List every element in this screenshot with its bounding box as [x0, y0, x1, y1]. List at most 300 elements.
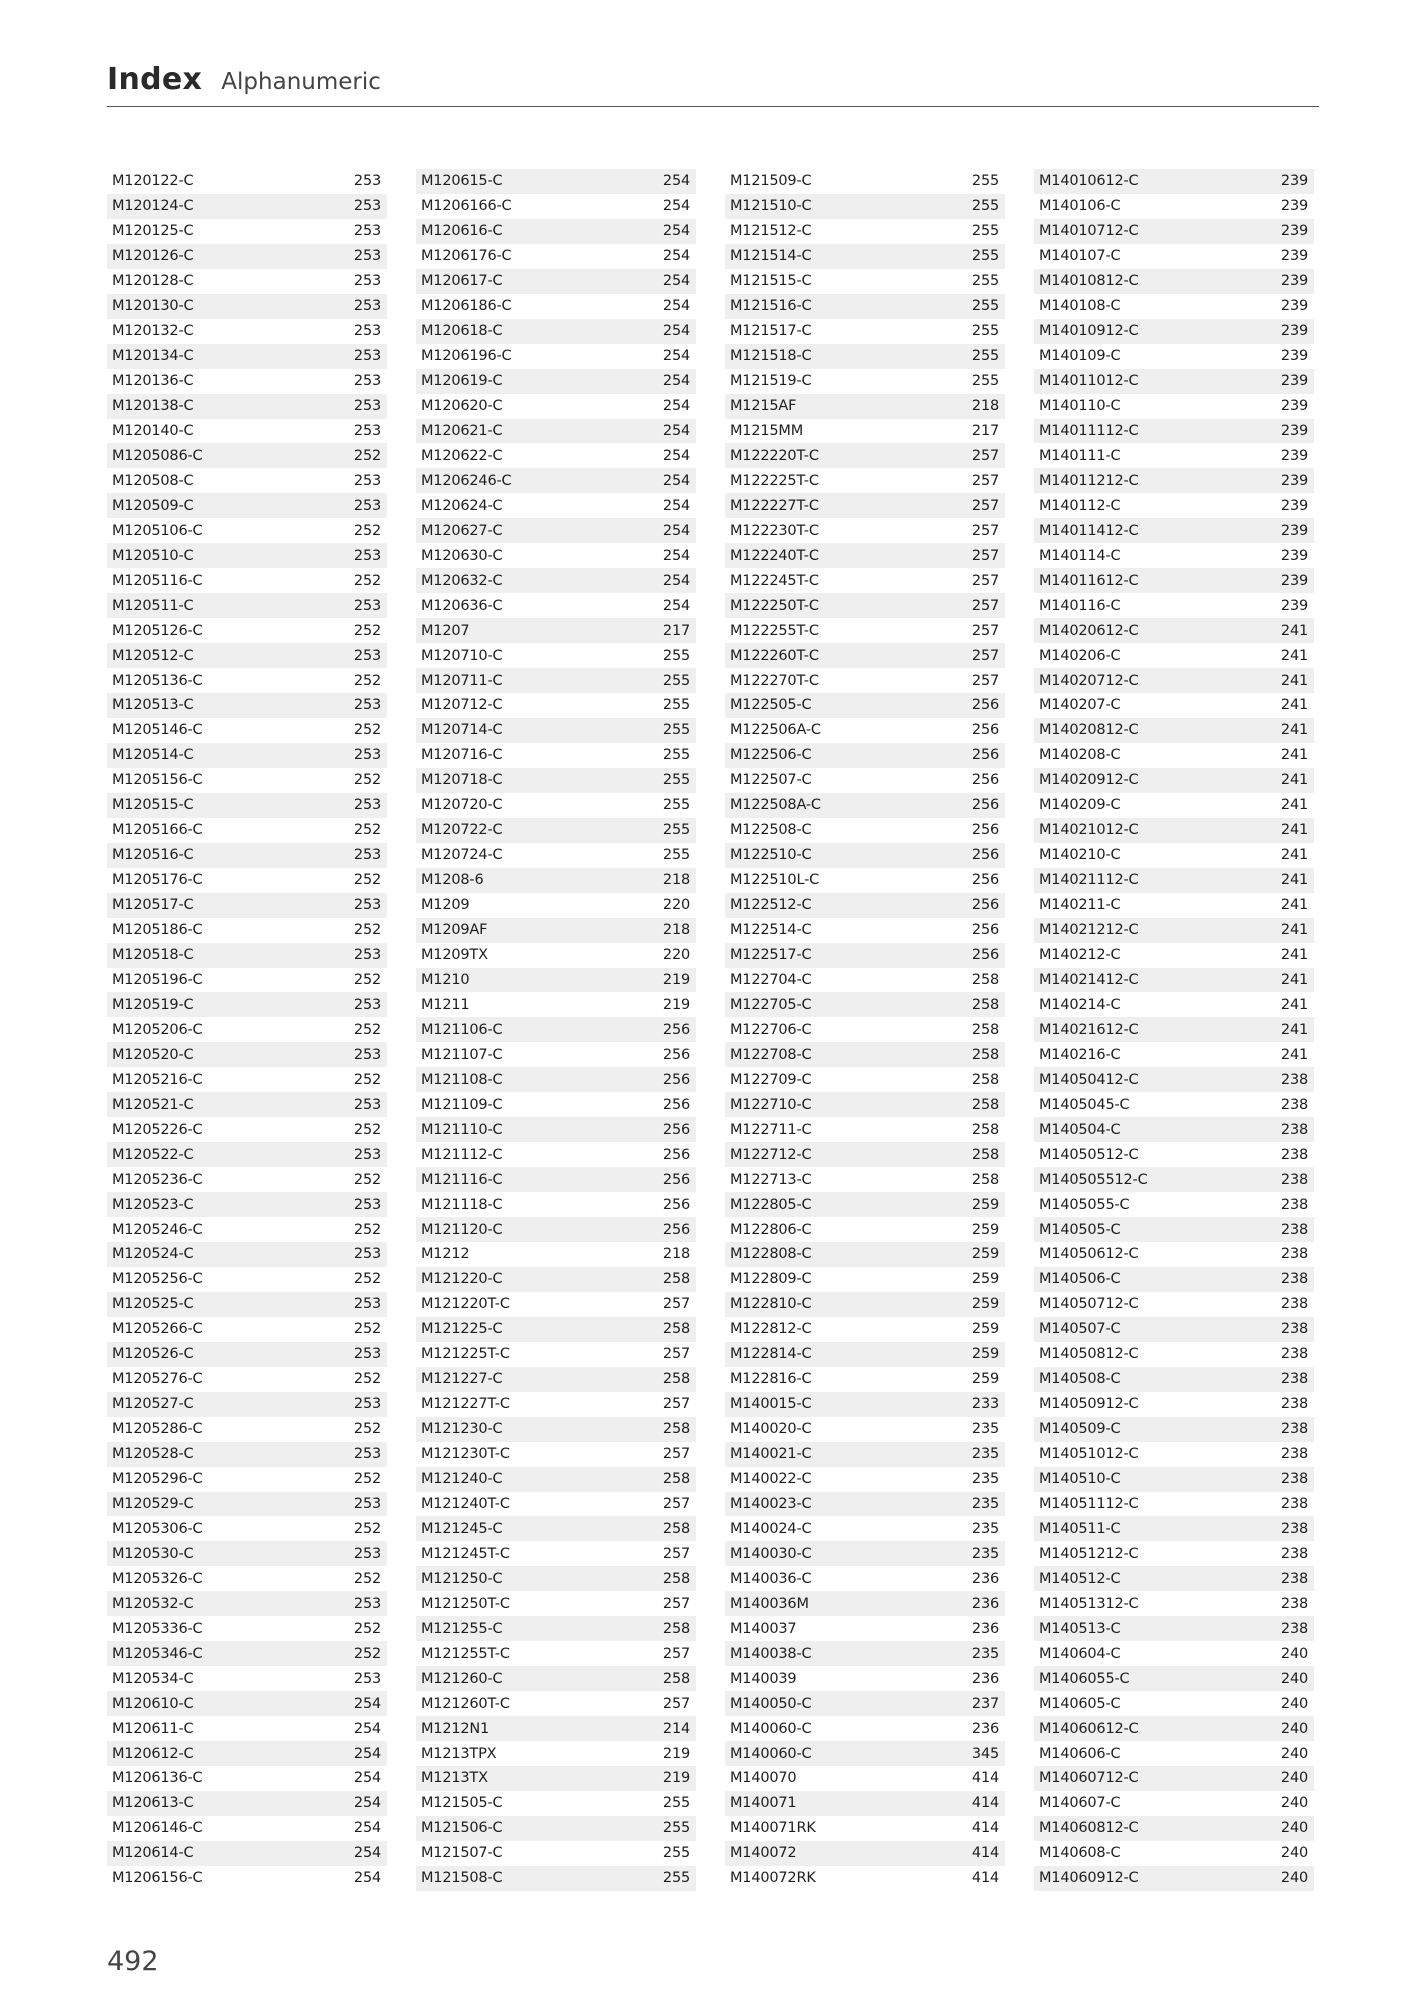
part-code: M14050812-C — [1039, 1346, 1139, 1363]
part-code: M121245T-C — [421, 1545, 510, 1562]
index-row — [1034, 1741, 1314, 1766]
page-ref: 253 — [353, 897, 381, 914]
part-code: M140605-C — [1039, 1695, 1121, 1712]
part-code: M122812-C — [730, 1321, 812, 1338]
page-ref: 252 — [353, 872, 381, 889]
page-ref: 240 — [1280, 1670, 1308, 1687]
part-code: M122230T-C — [730, 522, 819, 539]
part-code: M140209-C — [1039, 797, 1121, 814]
page-ref: 240 — [1280, 1845, 1308, 1862]
page-ref: 255 — [971, 298, 999, 315]
part-code: M140071RK — [730, 1820, 816, 1837]
part-code: M140608-C — [1039, 1845, 1121, 1862]
index-row — [107, 718, 387, 743]
part-code: M140214-C — [1039, 996, 1121, 1013]
index-row — [107, 918, 387, 943]
page-ref: 253 — [353, 1246, 381, 1263]
part-code: M122712-C — [730, 1146, 812, 1163]
page-ref: 257 — [662, 1396, 690, 1413]
page-ref: 253 — [353, 273, 381, 290]
part-code: M140111-C — [1039, 447, 1121, 464]
page-ref: 258 — [971, 1096, 999, 1113]
page-ref: 253 — [353, 597, 381, 614]
index-row — [107, 1442, 387, 1467]
index-row — [416, 1267, 696, 1292]
page-ref: 252 — [353, 1421, 381, 1438]
part-code: M120528-C — [112, 1446, 194, 1463]
part-code: M121508-C — [421, 1870, 503, 1887]
part-code: M120618-C — [421, 323, 503, 340]
page-ref: 253 — [353, 1096, 381, 1113]
part-code: M120125-C — [112, 223, 194, 240]
part-code: M121230T-C — [421, 1446, 510, 1463]
index-row — [725, 319, 1005, 344]
part-code: M1206246-C — [421, 472, 512, 489]
index-row — [725, 992, 1005, 1017]
page-ref: 254 — [353, 1795, 381, 1812]
page-ref: 239 — [1280, 298, 1308, 315]
page-ref: 238 — [1280, 1196, 1308, 1213]
part-code: M122505-C — [730, 697, 812, 714]
page-ref: 253 — [353, 1545, 381, 1562]
index-row — [416, 1516, 696, 1541]
index-row — [107, 1841, 387, 1866]
page-ref: 258 — [662, 1670, 690, 1687]
page-ref: 257 — [971, 647, 999, 664]
part-code: M140021-C — [730, 1446, 812, 1463]
part-code: M140512-C — [1039, 1570, 1121, 1587]
part-code: M14051312-C — [1039, 1595, 1139, 1612]
index-row — [725, 1142, 1005, 1167]
index-row — [1034, 1691, 1314, 1716]
page-ref: 241 — [1280, 747, 1308, 764]
index-row — [725, 1342, 1005, 1367]
index-row — [416, 718, 696, 743]
part-code: M122510L-C — [730, 872, 820, 889]
part-code: M14011012-C — [1039, 373, 1139, 390]
part-code: M122255T-C — [730, 622, 819, 639]
page-ref: 236 — [971, 1595, 999, 1612]
index-row — [1034, 992, 1314, 1017]
part-code: M140022-C — [730, 1471, 812, 1488]
part-code: M121107-C — [421, 1046, 503, 1063]
page-ref: 253 — [353, 1296, 381, 1313]
page-ref: 258 — [662, 1321, 690, 1338]
index-row — [1034, 1117, 1314, 1142]
index-row — [416, 244, 696, 269]
page-ref: 254 — [662, 373, 690, 390]
page-ref: 252 — [353, 522, 381, 539]
index-row — [1034, 319, 1314, 344]
part-code: M122510-C — [730, 847, 812, 864]
part-code: M122816-C — [730, 1371, 812, 1388]
index-row — [725, 843, 1005, 868]
index-row — [1034, 419, 1314, 444]
index-column-3 — [725, 169, 1005, 1891]
index-row — [725, 618, 1005, 643]
part-code: M122713-C — [730, 1171, 812, 1188]
page-ref: 241 — [1280, 772, 1308, 789]
index-row — [416, 1541, 696, 1566]
index-row — [725, 543, 1005, 568]
index-row — [1034, 618, 1314, 643]
page-ref: 254 — [662, 547, 690, 564]
index-row — [107, 1467, 387, 1492]
index-row — [1034, 493, 1314, 518]
index-row — [725, 1691, 1005, 1716]
index-row — [1034, 893, 1314, 918]
page-ref: 239 — [1280, 323, 1308, 340]
part-code: M140216-C — [1039, 1046, 1121, 1063]
page-ref: 257 — [971, 572, 999, 589]
index-row — [416, 768, 696, 793]
index-row — [416, 369, 696, 394]
page-ref: 253 — [353, 348, 381, 365]
page-ref: 241 — [1280, 622, 1308, 639]
index-row — [725, 1467, 1005, 1492]
part-code: M122706-C — [730, 1021, 812, 1038]
part-code: M140060-C — [730, 1745, 812, 1762]
index-row — [1034, 443, 1314, 468]
page-ref: 255 — [662, 772, 690, 789]
index-row — [107, 468, 387, 493]
part-code: M14060612-C — [1039, 1720, 1139, 1737]
index-row — [416, 1017, 696, 1042]
page-ref: 255 — [971, 348, 999, 365]
index-row — [107, 1716, 387, 1741]
page-ref: 259 — [971, 1221, 999, 1238]
part-code: M121509-C — [730, 173, 812, 190]
part-code: M120518-C — [112, 947, 194, 964]
page-ref: 240 — [1280, 1695, 1308, 1712]
index-row — [416, 1142, 696, 1167]
index-row — [107, 1242, 387, 1267]
index-row — [416, 1042, 696, 1067]
page-ref: 238 — [1280, 1071, 1308, 1088]
page-ref: 258 — [662, 1371, 690, 1388]
page-ref: 255 — [662, 697, 690, 714]
index-row — [1034, 244, 1314, 269]
page-ref: 252 — [353, 1271, 381, 1288]
part-code: M120509-C — [112, 497, 194, 514]
part-code: M121250T-C — [421, 1595, 510, 1612]
part-code: M1206186-C — [421, 298, 512, 315]
index-row — [107, 419, 387, 444]
index-column-2 — [416, 169, 696, 1891]
page-ref: 240 — [1280, 1770, 1308, 1787]
page-ref: 254 — [353, 1745, 381, 1762]
index-row — [725, 194, 1005, 219]
page-ref: 217 — [971, 423, 999, 439]
page-ref: 239 — [1280, 348, 1308, 365]
part-code: M1205306-C — [112, 1520, 203, 1537]
part-code: M121112-C — [421, 1146, 503, 1163]
page-ref: 241 — [1280, 1021, 1308, 1038]
page-ref: 254 — [662, 597, 690, 614]
part-code: M121220-C — [421, 1271, 503, 1288]
index-row — [725, 968, 1005, 993]
page-ref: 255 — [662, 1820, 690, 1837]
page-ref: 254 — [662, 298, 690, 315]
page-ref: 238 — [1280, 1221, 1308, 1238]
page-ref: 258 — [971, 1071, 999, 1088]
part-code: M120710-C — [421, 647, 503, 664]
page-ref: 253 — [353, 647, 381, 664]
page-ref: 238 — [1280, 1446, 1308, 1463]
index-row — [725, 1566, 1005, 1591]
page-ref: 257 — [662, 1645, 690, 1662]
index-row — [725, 1816, 1005, 1841]
part-code: M1215MM — [730, 423, 804, 439]
index-row — [416, 194, 696, 219]
page-ref: 238 — [1280, 1096, 1308, 1113]
part-code: M14020812-C — [1039, 722, 1139, 739]
page-ref: 258 — [662, 1421, 690, 1438]
page-ref: 219 — [662, 1745, 690, 1762]
index-row — [107, 1342, 387, 1367]
part-code: M120522-C — [112, 1146, 194, 1163]
part-code: M122710-C — [730, 1096, 812, 1113]
page-ref: 235 — [971, 1520, 999, 1537]
part-code: M140604-C — [1039, 1645, 1121, 1662]
part-code: M1206196-C — [421, 348, 512, 365]
index-row — [416, 943, 696, 968]
index-row — [1034, 793, 1314, 818]
index-row — [1034, 593, 1314, 618]
part-code: M140023-C — [730, 1495, 812, 1512]
page-ref: 219 — [662, 1770, 690, 1787]
index-row — [1034, 518, 1314, 543]
index-row — [1034, 1616, 1314, 1641]
page-ref: 256 — [662, 1021, 690, 1038]
page-ref: 239 — [1280, 273, 1308, 290]
index-row — [1034, 1566, 1314, 1591]
index-row — [416, 1691, 696, 1716]
index-row — [107, 493, 387, 518]
page-ref: 254 — [662, 472, 690, 489]
part-code: M120136-C — [112, 373, 194, 390]
index-row — [725, 1541, 1005, 1566]
part-code: M120126-C — [112, 248, 194, 265]
part-code: M14020912-C — [1039, 772, 1139, 789]
part-code: M1205176-C — [112, 872, 203, 889]
page-ref: 255 — [662, 672, 690, 689]
page-ref: 258 — [971, 1046, 999, 1063]
index-row — [725, 369, 1005, 394]
part-code: M122260T-C — [730, 647, 819, 664]
index-row — [107, 1492, 387, 1517]
part-code: M122506A-C — [730, 722, 821, 739]
page-ref: 239 — [1280, 472, 1308, 489]
part-code: M1205206-C — [112, 1021, 203, 1038]
page-ref: 252 — [353, 1645, 381, 1662]
index-row — [107, 693, 387, 718]
index-row — [725, 593, 1005, 618]
page-ref: 258 — [662, 1471, 690, 1488]
index-row — [725, 1442, 1005, 1467]
index-row — [1034, 1541, 1314, 1566]
index-row — [416, 468, 696, 493]
part-code: M140108-C — [1039, 298, 1121, 315]
page-ref: 218 — [662, 922, 690, 939]
index-row — [725, 793, 1005, 818]
part-code: M1207 — [421, 622, 470, 639]
part-code: M1213TX — [421, 1770, 488, 1787]
part-code: M140072RK — [730, 1870, 816, 1887]
page-ref: 255 — [662, 747, 690, 764]
page-ref: 237 — [971, 1695, 999, 1712]
page-ref: 252 — [353, 1520, 381, 1537]
page-ref: 256 — [662, 1121, 690, 1138]
page-ref: 254 — [662, 323, 690, 340]
part-code: M121512-C — [730, 223, 812, 240]
part-code: M140112-C — [1039, 497, 1121, 514]
page-ref: 256 — [971, 747, 999, 764]
part-code: M122220T-C — [730, 447, 819, 464]
part-code: M120514-C — [112, 747, 194, 764]
part-code: M120515-C — [112, 797, 194, 814]
part-code: M1205226-C — [112, 1121, 203, 1138]
page-ref: 257 — [662, 1545, 690, 1562]
part-code: M14051112-C — [1039, 1495, 1139, 1512]
part-code: M1205186-C — [112, 922, 203, 939]
page-ref: 252 — [353, 1570, 381, 1587]
page-ref: 241 — [1280, 697, 1308, 714]
index-row — [725, 493, 1005, 518]
part-code: M120621-C — [421, 423, 503, 439]
page-ref: 238 — [1280, 1421, 1308, 1438]
index-row — [725, 1092, 1005, 1117]
page-ref: 240 — [1280, 1795, 1308, 1812]
page-ref: 238 — [1280, 1171, 1308, 1188]
index-row — [107, 1691, 387, 1716]
part-code: M122704-C — [730, 971, 812, 988]
page-ref: 414 — [971, 1795, 999, 1812]
part-code: M120519-C — [112, 996, 194, 1013]
index-row — [107, 294, 387, 319]
part-code: M140212-C — [1039, 947, 1121, 964]
index-row — [416, 1492, 696, 1517]
page-ref: 253 — [353, 1346, 381, 1363]
index-row — [725, 643, 1005, 668]
index-row — [107, 818, 387, 843]
index-row — [1034, 668, 1314, 693]
page-ref: 253 — [353, 1446, 381, 1463]
index-row — [416, 868, 696, 893]
part-code: M1205196-C — [112, 971, 203, 988]
part-code: M120128-C — [112, 273, 194, 290]
index-row — [1034, 194, 1314, 219]
part-code: M1209AF — [421, 922, 488, 939]
page-ref: 253 — [353, 1196, 381, 1213]
page-ref: 255 — [971, 323, 999, 340]
index-row — [725, 443, 1005, 468]
page-ref: 238 — [1280, 1570, 1308, 1587]
index-row — [1034, 1666, 1314, 1691]
page-ref: 241 — [1280, 647, 1308, 664]
page-ref: 235 — [971, 1545, 999, 1562]
part-code: M121518-C — [730, 348, 812, 365]
page-ref: 235 — [971, 1421, 999, 1438]
page-ref: 238 — [1280, 1595, 1308, 1612]
page-ref: 241 — [1280, 722, 1308, 739]
index-row — [107, 269, 387, 294]
page-ref: 241 — [1280, 996, 1308, 1013]
index-row — [1034, 169, 1314, 194]
part-code: M140015-C — [730, 1396, 812, 1413]
index-row — [107, 1142, 387, 1167]
page-ref: 236 — [971, 1620, 999, 1637]
page-ref: 255 — [662, 647, 690, 664]
index-row — [107, 568, 387, 593]
page-ref: 254 — [662, 348, 690, 365]
page-ref: 258 — [971, 1171, 999, 1188]
part-code: M140513-C — [1039, 1620, 1121, 1637]
page-ref: 220 — [662, 947, 690, 964]
index-row — [1034, 1067, 1314, 1092]
index-row — [107, 1616, 387, 1641]
part-code: M121220T-C — [421, 1296, 510, 1313]
index-row — [416, 1616, 696, 1641]
part-code: M140505512-C — [1039, 1171, 1148, 1188]
part-code: M14060712-C — [1039, 1770, 1139, 1787]
page-ref: 239 — [1280, 547, 1308, 564]
part-code: M1205266-C — [112, 1321, 203, 1338]
part-code: M122517-C — [730, 947, 812, 964]
page-ref: 259 — [971, 1196, 999, 1213]
index-row — [725, 518, 1005, 543]
index-row — [107, 643, 387, 668]
page-ref: 253 — [353, 198, 381, 215]
part-code: M122711-C — [730, 1121, 812, 1138]
part-code: M140116-C — [1039, 597, 1121, 614]
index-row — [416, 1417, 696, 1442]
index-row — [416, 344, 696, 369]
page-ref: 253 — [353, 1495, 381, 1512]
index-row — [725, 294, 1005, 319]
part-code: M120530-C — [112, 1545, 194, 1562]
page-ref: 239 — [1280, 223, 1308, 240]
index-row — [725, 1367, 1005, 1392]
page-ref: 253 — [353, 697, 381, 714]
page-ref: 253 — [353, 1046, 381, 1063]
index-row — [416, 743, 696, 768]
part-code: M120510-C — [112, 547, 194, 564]
index-row — [416, 319, 696, 344]
page-ref: 255 — [662, 847, 690, 864]
part-code: M122808-C — [730, 1246, 812, 1263]
index-row — [416, 793, 696, 818]
part-code: M140208-C — [1039, 747, 1121, 764]
part-code: M120611-C — [112, 1720, 194, 1737]
part-code: M1206146-C — [112, 1820, 203, 1837]
index-row — [107, 1392, 387, 1417]
page-ref: 254 — [662, 447, 690, 464]
index-row — [416, 618, 696, 643]
part-code: M120636-C — [421, 597, 503, 614]
page-ref: 256 — [662, 1221, 690, 1238]
page-ref: 255 — [662, 1795, 690, 1812]
part-code: M1205256-C — [112, 1271, 203, 1288]
page-ref: 252 — [353, 822, 381, 839]
page-ref: 241 — [1280, 971, 1308, 988]
page-ref: 241 — [1280, 1046, 1308, 1063]
page-ref: 254 — [353, 1720, 381, 1737]
page-ref: 254 — [353, 1770, 381, 1787]
index-row — [1034, 943, 1314, 968]
part-code: M1205326-C — [112, 1570, 203, 1587]
index-row — [1034, 768, 1314, 793]
